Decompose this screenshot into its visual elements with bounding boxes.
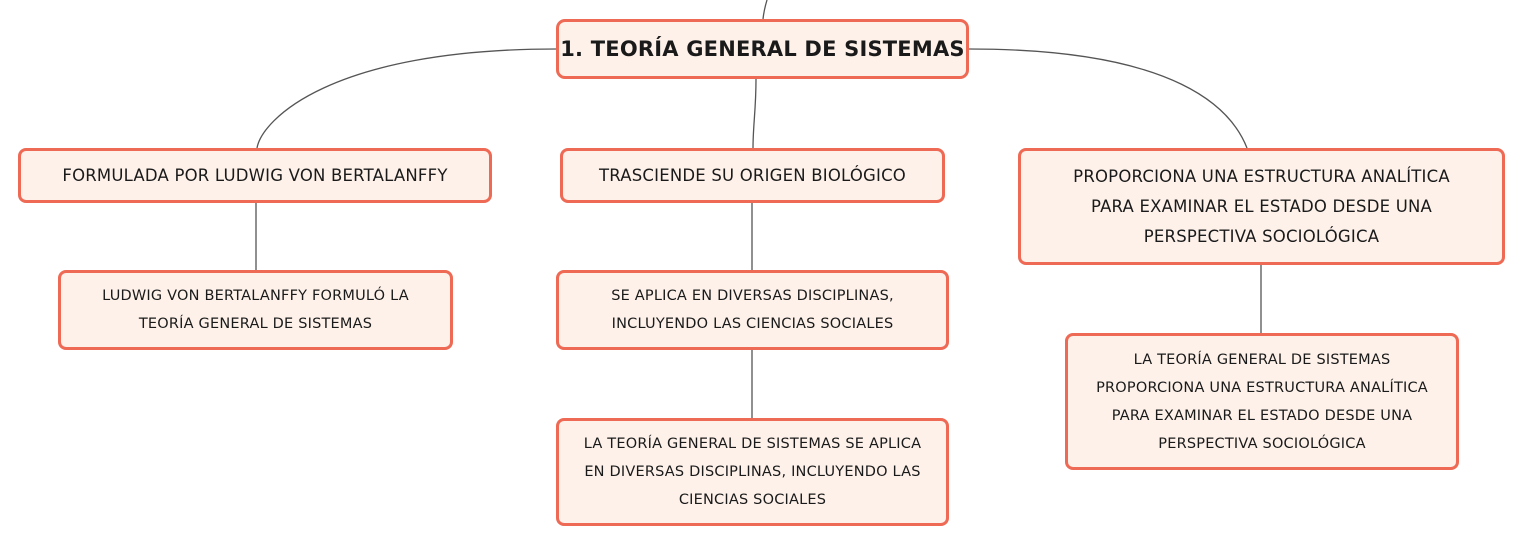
subtopic-line: EN DIVERSAS DISCIPLINAS, INCLUYENDO LAS (584, 464, 921, 480)
subtopic-text (611, 282, 894, 338)
topic-node-provides[interactable] (1018, 148, 1505, 265)
topic-node-formulated-by[interactable] (18, 148, 492, 203)
connector-root-to-provides (969, 49, 1247, 148)
subtopic-line: LA TEORÍA GENERAL DE SISTEMAS (1133, 351, 1391, 368)
topic-label: TRASCIENDE SU ORIGEN BIOLÓGICO (598, 165, 906, 185)
subtopic-line: PARA EXAMINAR EL ESTADO DESDE UNA (1111, 407, 1413, 424)
topic-node-transcends[interactable] (560, 148, 945, 203)
subtopic-line: SE APLICA EN DIVERSAS DISCIPLINAS, (611, 288, 894, 304)
topic-text (1073, 162, 1450, 252)
topic-line: PROPORCIONA UNA ESTRUCTURA ANALÍTICA (1073, 166, 1450, 186)
subtopic-node-provides-detail[interactable] (1065, 333, 1459, 470)
connector-root-to-formulated (257, 49, 556, 148)
connector-from-parent (763, 0, 767, 19)
subtopic-line: INCLUYENDO LAS CIENCIAS SOCIALES (611, 316, 894, 332)
subtopic-text (1096, 346, 1428, 458)
subtopic-line: PERSPECTIVA SOCIOLÓGICA (1158, 435, 1366, 452)
subtopic-node-applies[interactable] (556, 270, 949, 350)
subtopic-line: CIENCIAS SOCIALES (678, 492, 827, 508)
topic-label: FORMULADA POR LUDWIG VON BERTALANFFY (62, 165, 448, 185)
topic-line: PARA EXAMINAR EL ESTADO DESDE UNA (1090, 196, 1433, 216)
subtopic-node-applies-detail[interactable] (556, 418, 949, 526)
subtopic-line: LA TEORÍA GENERAL DE SISTEMAS SE APLICA (583, 436, 922, 452)
subtopic-text (584, 430, 921, 514)
subtopic-line: PROPORCIONA UNA ESTRUCTURA ANALÍTICA (1096, 379, 1428, 396)
subtopic-line: LUDWIG VON BERTALANFFY FORMULÓ LA (102, 288, 409, 304)
subtopic-node-formulated-detail[interactable] (58, 270, 453, 350)
root-topic-label: 1. TEORÍA GENERAL DE SISTEMAS (560, 37, 965, 61)
subtopic-text (102, 282, 409, 338)
topic-line: PERSPECTIVA SOCIOLÓGICA (1143, 226, 1380, 246)
subtopic-line: TEORÍA GENERAL DE SISTEMAS (138, 316, 373, 332)
root-topic-node[interactable] (556, 19, 969, 79)
connector-root-to-transcends (753, 79, 756, 148)
